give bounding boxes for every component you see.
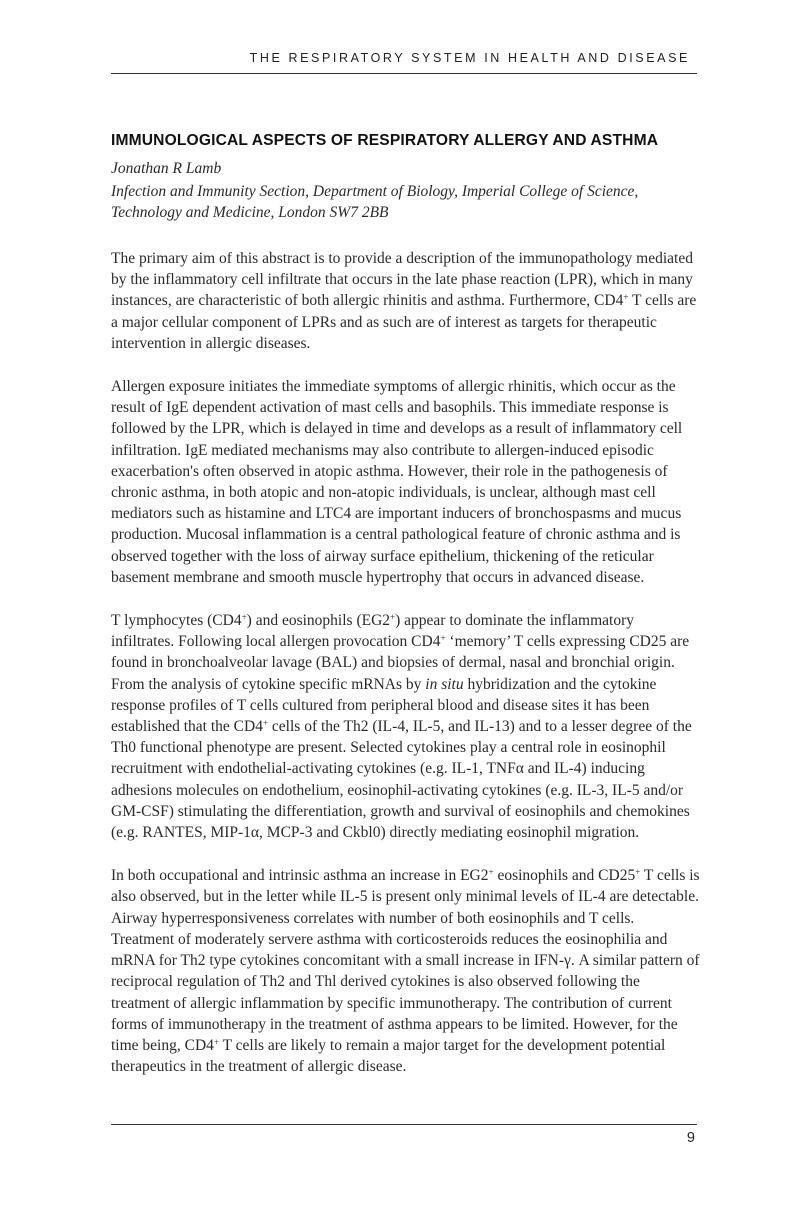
paragraph-2: Allergen exposure initiates the immediate symptoms of allergic rhinitis, which occur as the result of IgE dependent activation of mast cells and basophils. This immediate response is followed by the LPR, which is delayed in time and develops as a result of inflammatory cell infiltration. IgE mediated mechanisms may also contribute to allergen-induced episodic exacerbation's often observed in atopic asthma. However, their role in the pathogenesis of chronic asthma, in both atopic and non-atopic individuals, is unclear, although mast cell mediators such as histamine and LTC4 are important inducers of bronchospasms and mucus production. Mucosal inflammation is a central pathological feature of chronic asthma and is observed together with the loss of airway surface epithelium, thickening of the reticular basement membrane and smooth muscle hypertrophy that occurs in advanced disease. — [111, 378, 683, 586]
article-body — [111, 132, 701, 1077]
paragraph-3: T lymphocytes (CD4+) and eosinophils (EG2+) appear to dominate the inflammatory infiltrates. Following local allergen provocation CD4+ ‘memory’ T cells expressing CD25 are found in bronchoalveolar lavage (BAL) and biopsies of dermal, nasal and bronchial origin. From the analysis of cytokine specific mRNAs by in situ hybridization and the cytokine response profiles of T cells cultured from peripheral blood and disease sites it has been established that the CD4+ cells of the Th2 (IL-4, IL-5, and IL-13) and to a lesser degree of the Th0 functional phenotype are present. Selected cytokines play a central role in eosinophil recruitment with endothelial-activating cytokines (e.g. IL-1, TNFα and IL-4) inducing adhesions molecules on endothelium, eosinophil-activating cytokines (e.g. IL-3, IL-5 and/or GM-CSF) stimulating the differentiation, growth and survival of eosinophils and chemokines (e.g. RANTES, MIP-1α, MCP-3 and Ckbl0) directly mediating eosinophil migration. — [111, 612, 692, 842]
header-rule — [111, 73, 697, 74]
article-title: IMMUNOLOGICAL ASPECTS OF RESPIRATORY ALLERGY AND ASTHMA — [111, 132, 659, 149]
paragraph-1: The primary aim of this abstract is to provide a description of the immunopathology mediated by the inflammatory cell infiltrate that occurs in the late phase reaction (LPR), which in many instances, are characteristic of both allergic rhinitis and asthma. Furthermore, CD4+ T cells are a major cellular component of LPRs and as such are of interest as targets for therapeutic intervention in allergic diseases. — [111, 250, 697, 352]
footer-rule — [111, 1124, 697, 1125]
running-head: THE RESPIRATORY SYSTEM IN HEALTH AND DISEASE — [249, 51, 690, 65]
page-number: 9 — [686, 1130, 695, 1146]
paragraph-4: In both occupational and intrinsic asthma an increase in EG2+ eosinophils and CD25+ T cells is also observed, but in the letter while IL-5 is present only minimal levels of IL-4 are detectable. Airway hyperresponsiveness correlates with number of both eosinophils and T cells. Treatment of moderately servere asthma with corticosteroids reduces the eosinophilia and mRNA for Th2 type cytokines concomitant with a small increase in IFN-γ. A similar pattern of reciprocal regulation of Th2 and Thl derived cytokines is also observed following the treatment of allergic inflammation by specific immunotherapy. The contribution of current forms of immunotherapy in the treatment of asthma appears to be limited. However, for the time being, CD4+ T cells are likely to remain a major target for the development potential therapeutics in the treatment of allergic disease. — [111, 867, 700, 1076]
author-affiliation: Infection and Immunity Section, Department of Biology, Imperial College of Science, Technology and Medicine, London SW7 2BB — [111, 183, 639, 221]
author-name: Jonathan R Lamb — [111, 160, 222, 177]
